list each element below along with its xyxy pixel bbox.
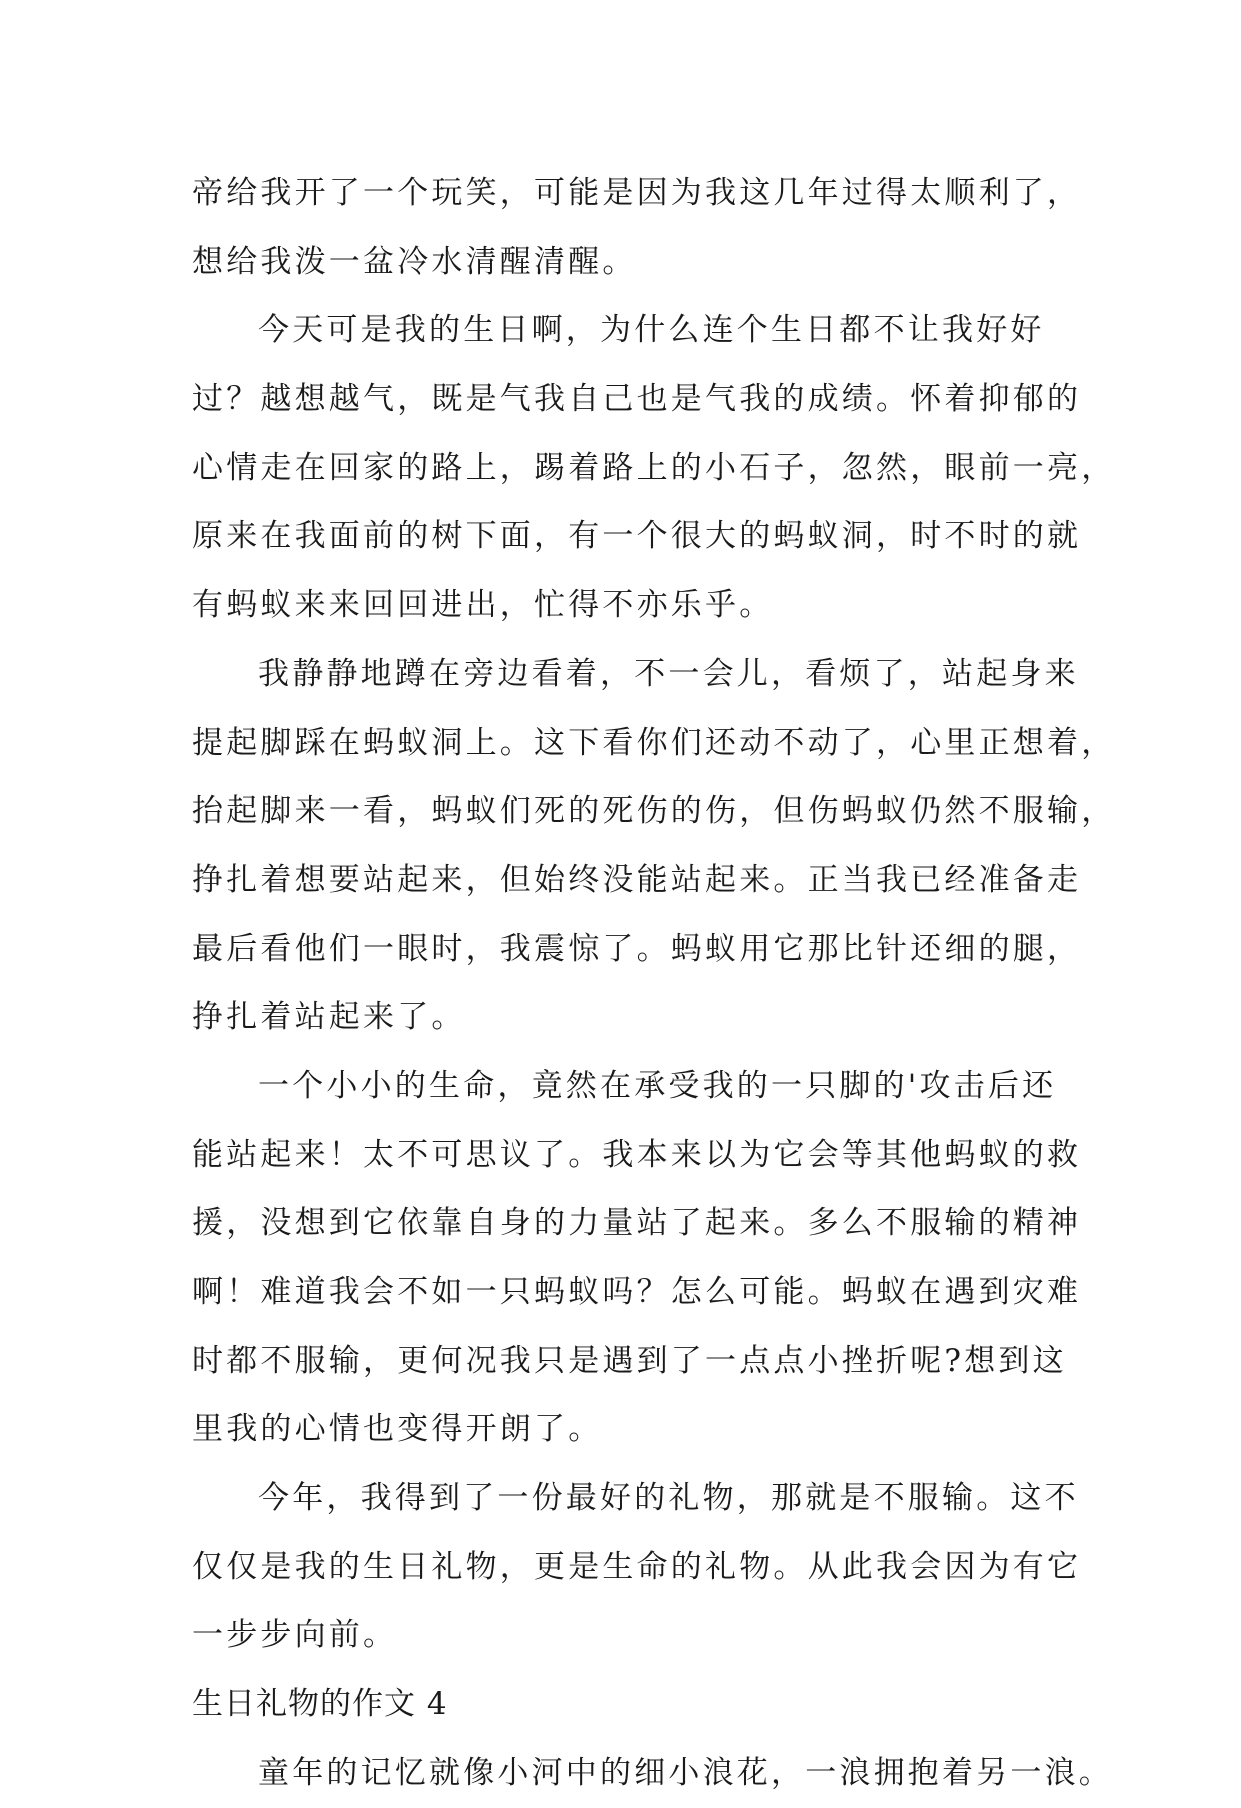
text-line: 能站起来！太不可思议了。我本来以为它会等其他蚂蚁的救 bbox=[192, 1136, 1082, 1173]
text-line: 时都不服输，更何况我只是遇到了一点点小挫折呢?想到这 bbox=[192, 1342, 1067, 1379]
paragraph-start-line: 一个小小的生命，竟然在承受我的一只脚的'攻击后还 bbox=[258, 1067, 1057, 1104]
text-line: 抬起脚来一看，蚂蚁们死的死伤的伤，但伤蚂蚁仍然不服输， bbox=[192, 793, 1116, 830]
text-line: 里我的心情也变得开朗了。 bbox=[192, 1411, 603, 1448]
text-line: 过？越想越气，既是气我自己也是气我的成绩。怀着抑郁的 bbox=[192, 381, 1082, 418]
paragraph-start-line: 童年的记忆就像小河中的细小浪花，一浪拥抱着另一浪。 bbox=[258, 1754, 1113, 1791]
text-line: 挣扎着想要站起来，但始终没能站起来。正当我已经准备走 bbox=[192, 861, 1082, 898]
section-heading: 生日礼物的作文 4 bbox=[192, 1686, 448, 1723]
paragraph-start-line: 今年，我得到了一份最好的礼物，那就是不服输。这不 bbox=[258, 1480, 1079, 1517]
text-line: 心情走在回家的路上，踢着路上的小石子，忽然，眼前一亮， bbox=[192, 449, 1116, 486]
text-line: 有蚂蚁来来回回进出，忙得不亦乐乎。 bbox=[192, 587, 774, 624]
text-line: 帝给我开了一个玩笑，可能是因为我这几年过得太顺利了， bbox=[192, 175, 1082, 211]
paragraph-start-line: 我静静地蹲在旁边看着，不一会儿，看烦了，站起身来 bbox=[258, 655, 1079, 692]
text-line: 一步步向前。 bbox=[192, 1617, 398, 1654]
text-line: 啊！难道我会不如一只蚂蚁吗？怎么可能。蚂蚁在遇到灾难 bbox=[192, 1274, 1082, 1310]
text-line: 援，没想到它依靠自身的力量站了起来。多么不服输的精神 bbox=[192, 1205, 1082, 1242]
paragraph-start-line: 今天可是我的生日啊，为什么连个生日都不让我好好 bbox=[258, 312, 1045, 349]
text-line: 原来在我面前的树下面，有一个很大的蚂蚁洞，时不时的就 bbox=[192, 518, 1082, 555]
document-body bbox=[192, 159, 1116, 1808]
text-line: 挣扎着站起来了。 bbox=[192, 999, 466, 1036]
text-line: 仅仅是我的生日礼物，更是生命的礼物。从此我会因为有它 bbox=[192, 1548, 1082, 1585]
text-line: 提起脚踩在蚂蚁洞上。这下看你们还动不动了，心里正想着， bbox=[192, 724, 1116, 761]
text-line: 最后看他们一眼时，我震惊了。蚂蚁用它那比针还细的腿， bbox=[192, 930, 1082, 967]
text-line: 想给我泼一盆冷水清醒清醒。 bbox=[192, 243, 637, 280]
